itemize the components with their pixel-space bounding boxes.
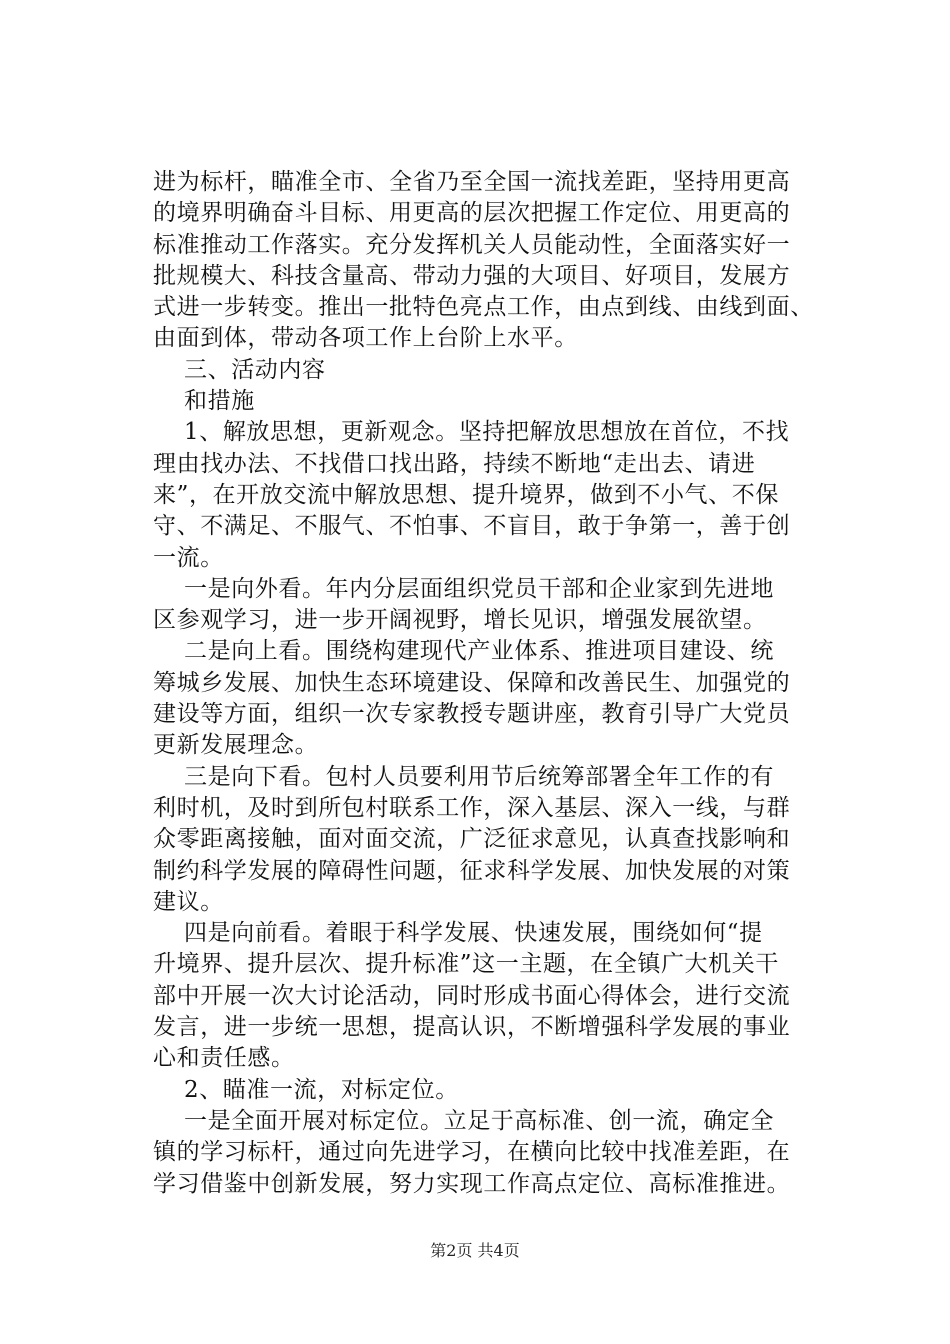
text-line: 四是向前看。着眼于科学发展、快速发展，围绕如何“提 [184, 920, 763, 947]
text-line: 区参观学习，进一步开阔视野，增长见识，增强发展欲望。 [153, 607, 767, 634]
text-line: 心和责任感。 [153, 1045, 295, 1072]
text-line: 由面到体，带动各项工作上台阶上水平。 [153, 325, 578, 352]
text-line: 1、解放思想，更新观念。坚持把解放思想放在首位，不找 [184, 419, 790, 446]
text-line: 筹城乡发展、加快生态环境建设、保障和改善民生、加强党的 [153, 669, 791, 696]
text-line: 2、瞄准一流，对标定位。 [184, 1076, 459, 1103]
page-footer: 第2页 共4页 [430, 1241, 520, 1260]
text-line: 利时机，及时到所包村联系工作，深入基层、深入一线，与群 [153, 794, 791, 821]
text-line: 标准推动工作落实。充分发挥机关人员能动性，全面落实好一 [153, 231, 791, 258]
text-line: 二是向上看。围绕构建现代产业体系、推进项目建设、统 [184, 638, 774, 665]
text-line: 来”，在开放交流中解放思想、提升境界，做到不小气、不保 [153, 481, 779, 508]
text-line: 学习借鉴中创新发展，努力实现工作高点定位、高标准推进。 [153, 1170, 791, 1197]
text-line: 众零距离接触，面对面交流，广泛征求意见，认真查找影响和 [153, 826, 791, 853]
text-line: 守、不满足、不服气、不怕事、不盲目，敢于争第一，善于创 [153, 513, 791, 540]
text-line: 式进一步转变。推出一批特色亮点工作，由点到线、由线到面、 [153, 294, 814, 321]
document-body [153, 167, 853, 1200]
text-line: 的境界明确奋斗目标、用更高的层次把握工作定位、用更高的 [153, 200, 791, 227]
text-line: 发言，进一步统一思想，提高认识，不断增强科学发展的事业 [153, 1014, 791, 1041]
text-line: 批规模大、科技含量高、带动力强的大项目、好项目，发展方 [153, 262, 791, 289]
text-line: 更新发展理念。 [153, 732, 319, 759]
text-line: 理由找办法、不找借口找出路，持续不断地“走出去、请进 [153, 450, 756, 477]
text-line: 三是向下看。包村人员要利用节后统筹部署全年工作的有 [184, 763, 774, 790]
text-line: 一是向外看。年内分层面组织党员干部和企业家到先进地 [184, 575, 774, 602]
text-line: 镇的学习标杆，通过向先进学习，在横向比较中找准差距，在 [153, 1139, 791, 1166]
text-line: 部中开展一次大讨论活动，同时形成书面心得体会，进行交流 [153, 982, 791, 1009]
text-line: 进为标杆，瞄准全市、全省乃至全国一流找差距，坚持用更高 [153, 169, 791, 195]
text-line: 三、活动内容 [184, 356, 326, 383]
text-line: 制约科学发展的障碍性问题，征求科学发展、加快发展的对策 [153, 857, 791, 884]
text-line: 升境界、提升层次、提升标准”这一主题，在全镇广大机关干 [153, 951, 779, 978]
text-line: 一是全面开展对标定位。立足于高标准、创一流，确定全 [184, 1107, 774, 1134]
text-line: 建议。 [153, 888, 224, 915]
text-line: 一流。 [153, 544, 224, 571]
text-line: 建设等方面，组织一次专家教授专题讲座，教育引导广大党员 [153, 701, 791, 728]
text-line: 和措施 [184, 388, 255, 415]
